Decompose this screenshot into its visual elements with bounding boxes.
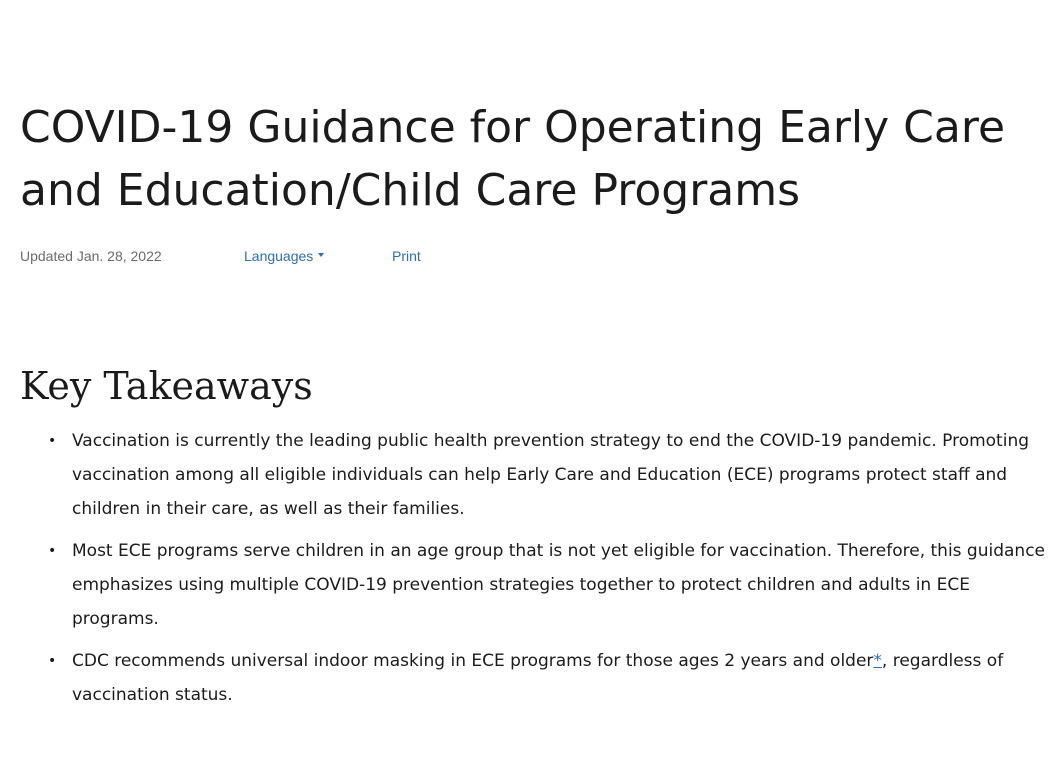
list-item-text: Most ECE programs serve children in an age group that is not yet eligible for vaccination. Therefore, this guidance emphasizes using multiple COVID-19 prevention strategies together to protect children and adults in ECE programs.: [72, 541, 1046, 629]
footnote-link[interactable]: *: [873, 651, 882, 671]
list-item-text: CDC recommends universal indoor masking in ECE programs for those ages 2 years and older: [72, 651, 874, 671]
page-title: COVID-19 Guidance for Operating Early Care and Education/Child Care Programs: [20, 102, 1006, 216]
key-takeaways-heading: Key Takeaways: [20, 364, 313, 408]
languages-label: Languages: [244, 248, 314, 264]
languages-dropdown[interactable]: [244, 248, 392, 264]
list-item-text: Vaccination is currently the leading public health prevention strategy to end the COVID-19 pandemic. Promoting vaccination among all eligible individuals can help Early Care and Education (ECE) programs protect staff and children in their care, as well as their families.: [72, 431, 1030, 519]
list-item: [48, 424, 1052, 526]
list-item-text-tail: , regardless of vaccination status.: [72, 651, 1004, 705]
key-takeaways-list: [20, 424, 1052, 712]
page-content: [20, 96, 1050, 720]
print-link[interactable]: Print: [392, 248, 421, 264]
list-item: [48, 534, 1052, 636]
chevron-down-icon: [318, 253, 324, 257]
bullet-icon: •: [48, 433, 57, 449]
list-item: [48, 644, 1052, 712]
updated-date: Updated Jan. 28, 2022: [20, 248, 162, 264]
bullet-icon: •: [48, 543, 57, 559]
page-meta: [20, 246, 1050, 266]
bullet-icon: •: [48, 653, 57, 669]
